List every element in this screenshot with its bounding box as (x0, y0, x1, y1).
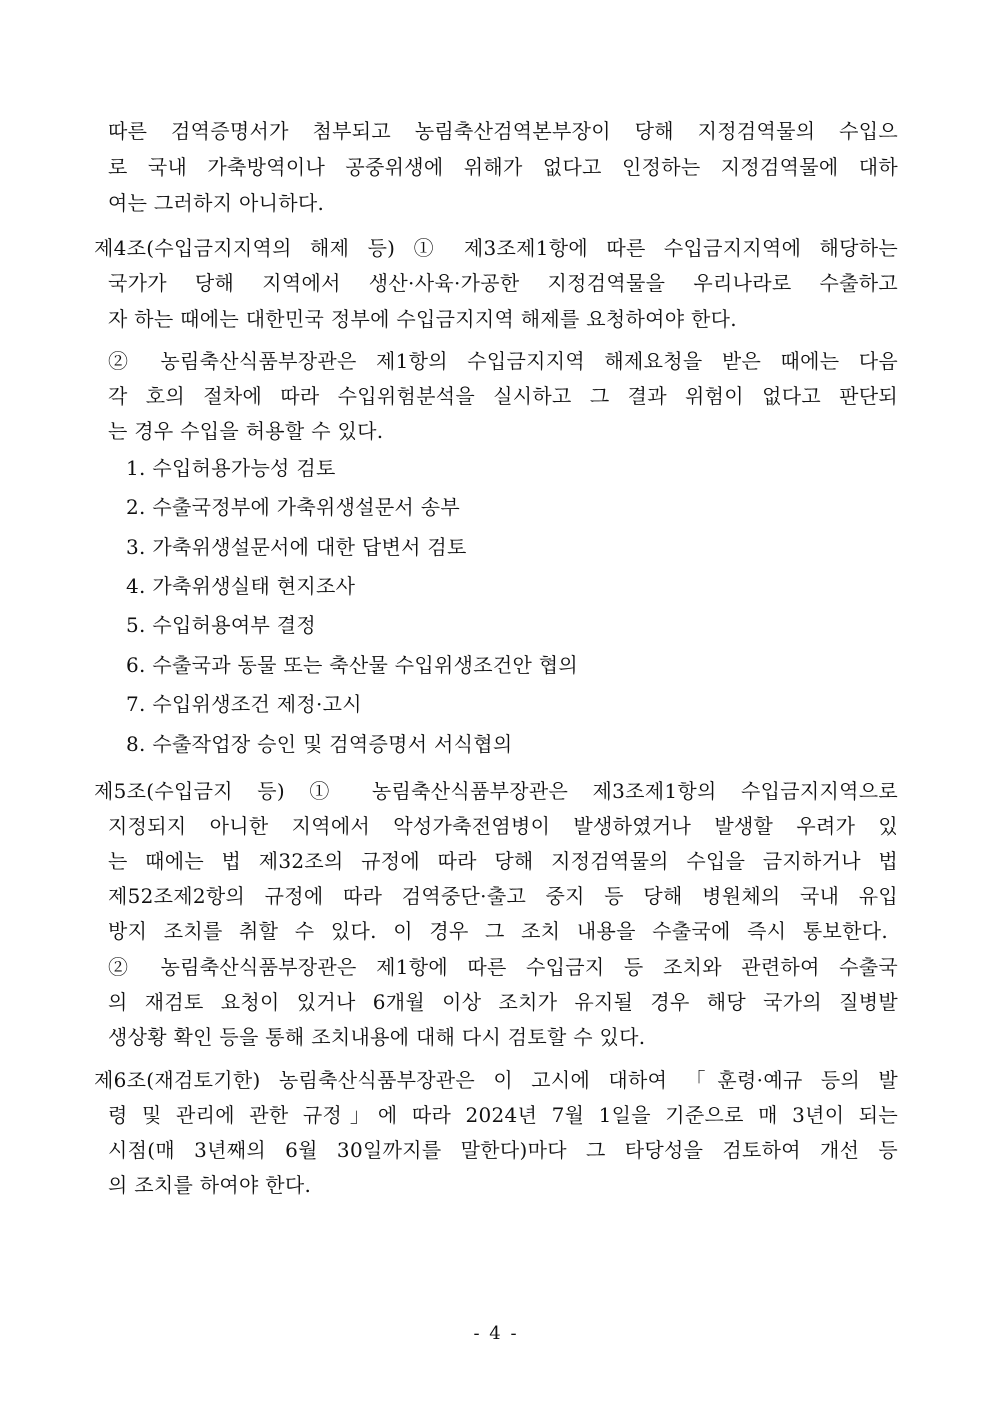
article-4-p2-line-2: 각 호의 절차에 따라 수입위험분석을 실시하고 그 결과 위험이 없다고 판단되 (108, 384, 898, 408)
article-6-line-2: 령 및 관리에 관한 규정」에 따라 2024년 7월 1일을 기준으로 매 3년이 되는 (108, 1103, 898, 1127)
article-5-p1-line-5: 방지 조치를 취할 수 있다. 이 경우 그 조치 내용을 수출국에 즉시 통보한다. (108, 919, 888, 943)
intro-line-3: 여는 그러하지 아니하다. (108, 191, 325, 215)
article-4-item-1: 1. 수입허용가능성 검토 (126, 456, 336, 480)
article-5-p1-line-2: 지정되지 아니한 지역에서 악성가축전염병이 발생하였거나 발생할 우려가 있 (108, 814, 898, 838)
article-5-p1-line-3: 는 때에는 법 제32조의 규정에 따라 당해 지정검역물의 수입을 금지하거나 법 (108, 849, 898, 873)
article-4-item-4: 4. 가축위생실태 현지조사 (126, 574, 356, 598)
article-6-line-4: 의 조치를 하여야 한다. (108, 1173, 312, 1197)
article-4-item-6: 6. 수출국과 동물 또는 축산물 수입위생조건안 협의 (126, 653, 579, 677)
article-5-p2-line-2: 의 재검토 요청이 있거나 6개월 이상 조치가 유지될 경우 해당 국가의 질병발 (108, 990, 898, 1014)
intro-line-1: 따른 검역증명서가 첨부되고 농림축산검역본부장이 당해 지정검역물의 수입으 (108, 119, 898, 143)
article-6-line-3: 시점(매 3년째의 6월 30일까지를 말한다)마다 그 타당성을 검토하여 개선 등 (108, 1138, 898, 1162)
article-4-item-5: 5. 수입허용여부 결정 (126, 613, 316, 637)
article-5-p2-line-1: ② 농림축산식품부장관은 제1항에 따른 수입금지 등 조치와 관련하여 수출국 (108, 955, 898, 979)
article-4-p1-line-3: 자 하는 때에는 대한민국 정부에 수입금지지역 해제를 요청하여야 한다. (108, 307, 737, 331)
page-number: - 4 - (473, 1323, 519, 1344)
article-6-heading-line: 제6조(재검토기한) 농림축산식품부장관은 이 고시에 대하여 「훈령·예규 등의 발 (94, 1068, 898, 1092)
article-4-item-3: 3. 가축위생설문서에 대한 답변서 검토 (126, 535, 467, 559)
article-4-p2-line-3: 는 경우 수입을 허용할 수 있다. (108, 419, 384, 443)
article-4-heading-line: 제4조(수입금지지역의 해제 등) ① 제3조제1항에 따른 수입금지지역에 해당하는 (94, 236, 898, 260)
article-4-p1-line-2: 국가가 당해 지역에서 생산·사육·가공한 지정검역물을 우리나라로 수출하고 (108, 271, 898, 295)
article-4-item-8: 8. 수출작업장 승인 및 검역증명서 서식협의 (126, 732, 513, 756)
article-4-p2-line-1: ② 농림축산식품부장관은 제1항의 수입금지지역 해제요청을 받은 때에는 다음 (108, 349, 898, 373)
article-5-p1-line-4: 제52조제2항의 규정에 따라 검역중단·출고 중지 등 당해 병원체의 국내 유입 (108, 884, 898, 908)
intro-line-2: 로 국내 가축방역이나 공중위생에 위해가 없다고 인정하는 지정검역물에 대하 (108, 155, 898, 179)
article-4-item-2: 2. 수출국정부에 가축위생설문서 송부 (126, 495, 460, 519)
article-4-item-7: 7. 수입위생조건 제정·고시 (126, 692, 362, 716)
article-5-p2-line-3: 생상황 확인 등을 통해 조치내용에 대해 다시 검토할 수 있다. (108, 1025, 646, 1049)
article-5-heading-line: 제5조(수입금지 등) ① 농림축산식품부장관은 제3조제1항의 수입금지지역으로 (94, 779, 898, 803)
